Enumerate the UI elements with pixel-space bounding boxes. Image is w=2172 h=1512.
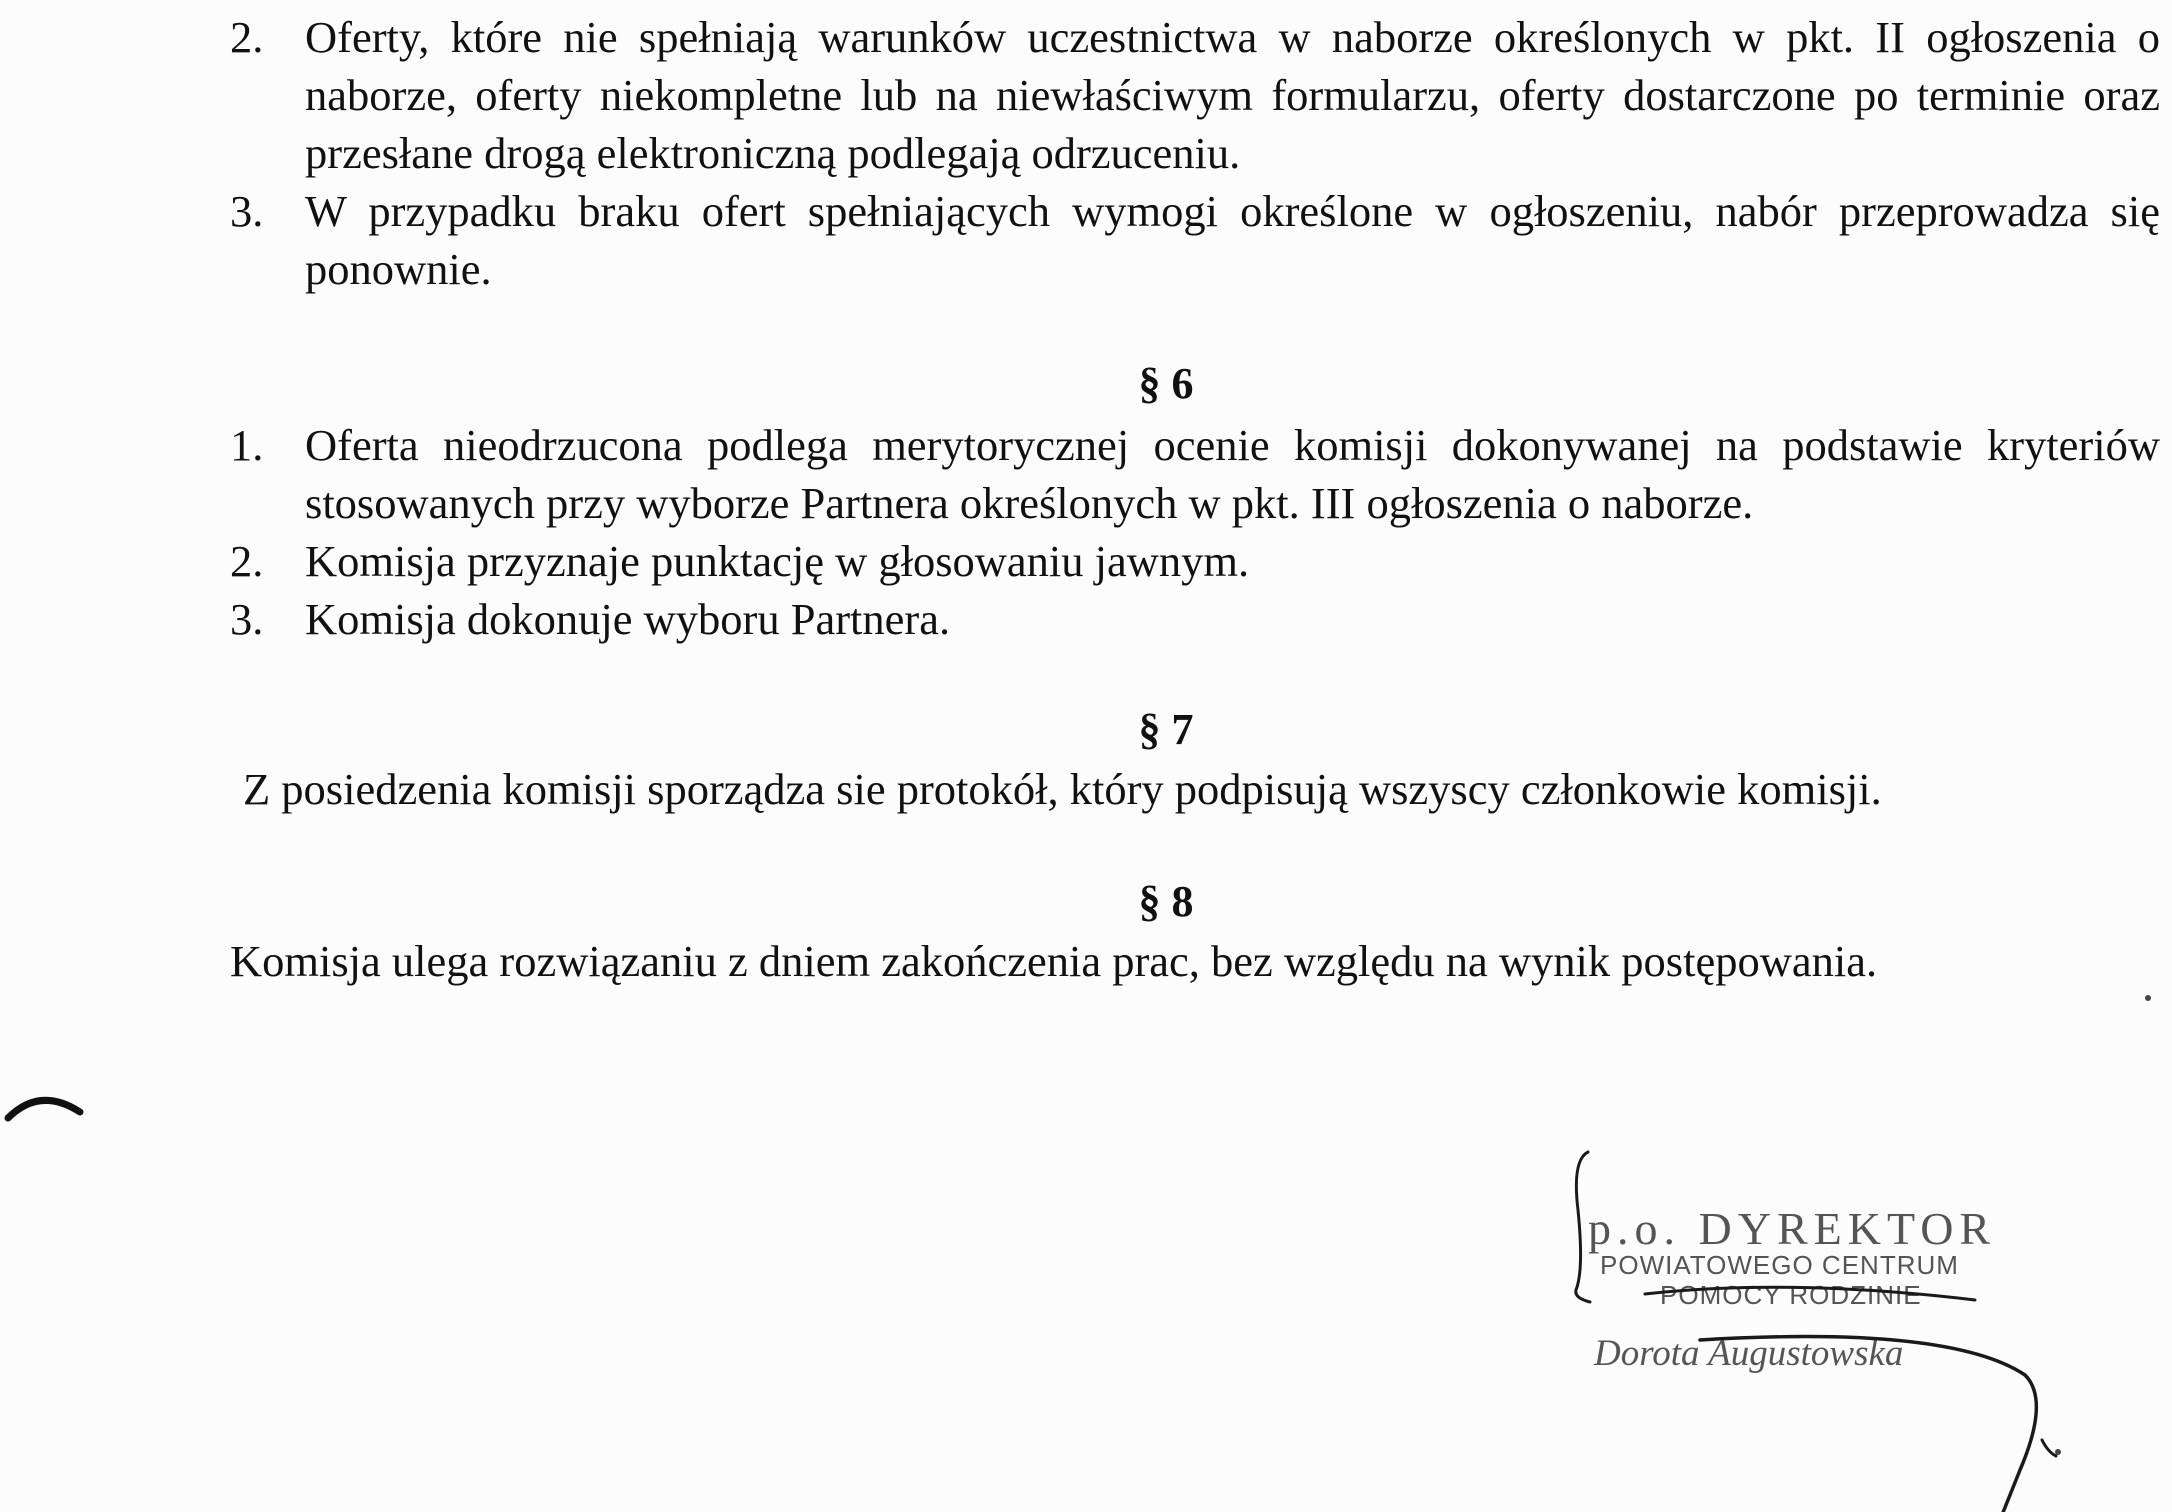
stamp-institution-line-1: POWIATOWEGO CENTRUM <box>1600 1250 1959 1280</box>
item-number: 3. <box>230 594 264 644</box>
item-text: Komisja dokonuje wyboru Partnera. <box>305 594 951 644</box>
section-6-heading: § 6 <box>1138 359 1194 408</box>
stamp-title: p.o. DYREKTOR <box>1588 1203 1997 1254</box>
stamp-director-name: Dorota Augustowska <box>1594 1333 1904 1374</box>
item-number: 3. <box>230 186 264 236</box>
item-text: W przypadku braku ofert spełniających wymogi określone w ogłoszeniu, nabór przeprowadza się ponownie. <box>305 186 2160 294</box>
section-7-heading: § 7 <box>1138 705 1194 754</box>
item-number: 2. <box>230 536 264 586</box>
section-8-heading: § 8 <box>1138 877 1194 926</box>
item-number: 2. <box>230 12 264 62</box>
section-8-text: Komisja ulega rozwiązaniu z dniem zakończenia prac, bez względu na wynik postępowania. <box>230 936 1878 986</box>
item-number: 1. <box>230 420 264 470</box>
handwritten-signature <box>1570 1150 2040 1512</box>
item-text: Komisja przyznaje punktację w głosowaniu jawnym. <box>305 536 1250 586</box>
official-stamp <box>1570 1150 2040 1374</box>
item-text: Oferta nieodrzucona podlega merytorycznej ocenie komisji dokonywanej na podstawie kryteriów stosowanych przy wyborze Partnera określonych w pkt. III ogłoszenia o naborze. <box>305 420 2160 528</box>
stamp-institution-line-2: POMOCY RODZINIE <box>1660 1280 1922 1310</box>
section-7-text: Z posiedzenia komisji sporządza sie protokół, który podpisują wszyscy członkowie komisji. <box>243 764 1882 814</box>
item-text: Oferty, które nie spełniają warunków uczestnictwa w naborze określonych w pkt. II ogłoszenia o naborze, oferty niekompletne lub na niewłaściwym formularzu, oferty dostarczone po terminie oraz przesłane drogą elektroniczną podlegają odrzuceniu. <box>305 12 2160 178</box>
